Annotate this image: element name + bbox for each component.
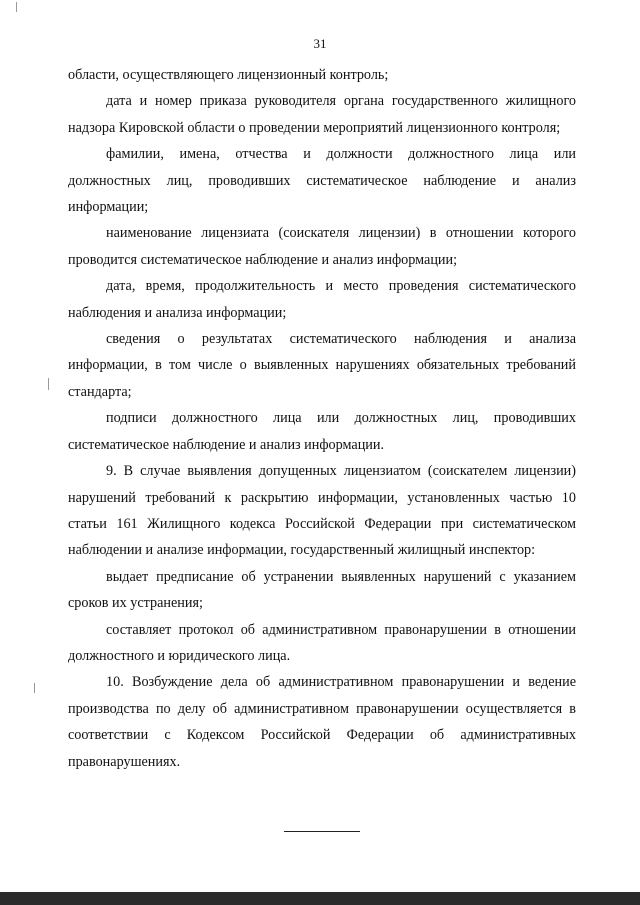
- paragraph-official-names: фамилии, имена, отчества и должности должностного лица или должностных лиц, проводивших систематическое наблюдение и анализ информации;: [68, 146, 576, 216]
- scan-edge-bar: [0, 892, 640, 905]
- paragraph-licensee-name: наименование лицензиата (соискателя лицензии) в отношении которого проводится систематическое наблюдение и анализ информации;: [68, 225, 576, 268]
- scan-mark: [48, 378, 49, 390]
- paragraph-clause-10: 10. Возбуждение дела об административном правонарушении и ведение производства по делу об административном правонарушении осуществляется в соответствии с Кодексом Российской Федерации об административных правонарушениях.: [68, 674, 576, 770]
- scan-mark: [34, 683, 35, 693]
- paragraph-continuation: области, осуществляющего лицензионный контроль;: [68, 67, 389, 83]
- paragraph-order-date: дата и номер приказа руководителя органа государственного жилищного надзора Кировской области о проведении мероприятий лицензионного контроля;: [68, 93, 576, 136]
- paragraph-signatures: подписи должностного лица или должностных лиц, проводивших систематическое наблюдение и анализ информации.: [68, 410, 576, 453]
- document-body: [68, 62, 576, 775]
- paragraph-clause-9: 9. В случае выявления допущенных лицензиатом (соискателем лицензии) нарушений требований к раскрытию информации, установленных частью 10 статьи 161 Жилищного кодекса Российской Федерации при систематическом наблюдении и анализе информации, государственный жилищный инспектор:: [68, 463, 576, 559]
- paragraph-date-time-place: дата, время, продолжительность и место проведения систематического наблюдения и анализа информации;: [68, 278, 576, 321]
- paragraph-protocol: составляет протокол об административном правонарушении в отношении должностного и юридического лица.: [68, 621, 576, 664]
- scan-mark: [16, 2, 17, 12]
- page-number: 31: [313, 36, 327, 51]
- paragraph-results: сведения о результатах систематического наблюдения и анализа информации, в том числе о выявленных нарушениях обязательных требований стандарта;: [68, 331, 576, 400]
- end-divider: [284, 831, 360, 832]
- paragraph-issue-order: выдает предписание об устранении выявленных нарушений с указанием сроков их устранения;: [68, 568, 576, 612]
